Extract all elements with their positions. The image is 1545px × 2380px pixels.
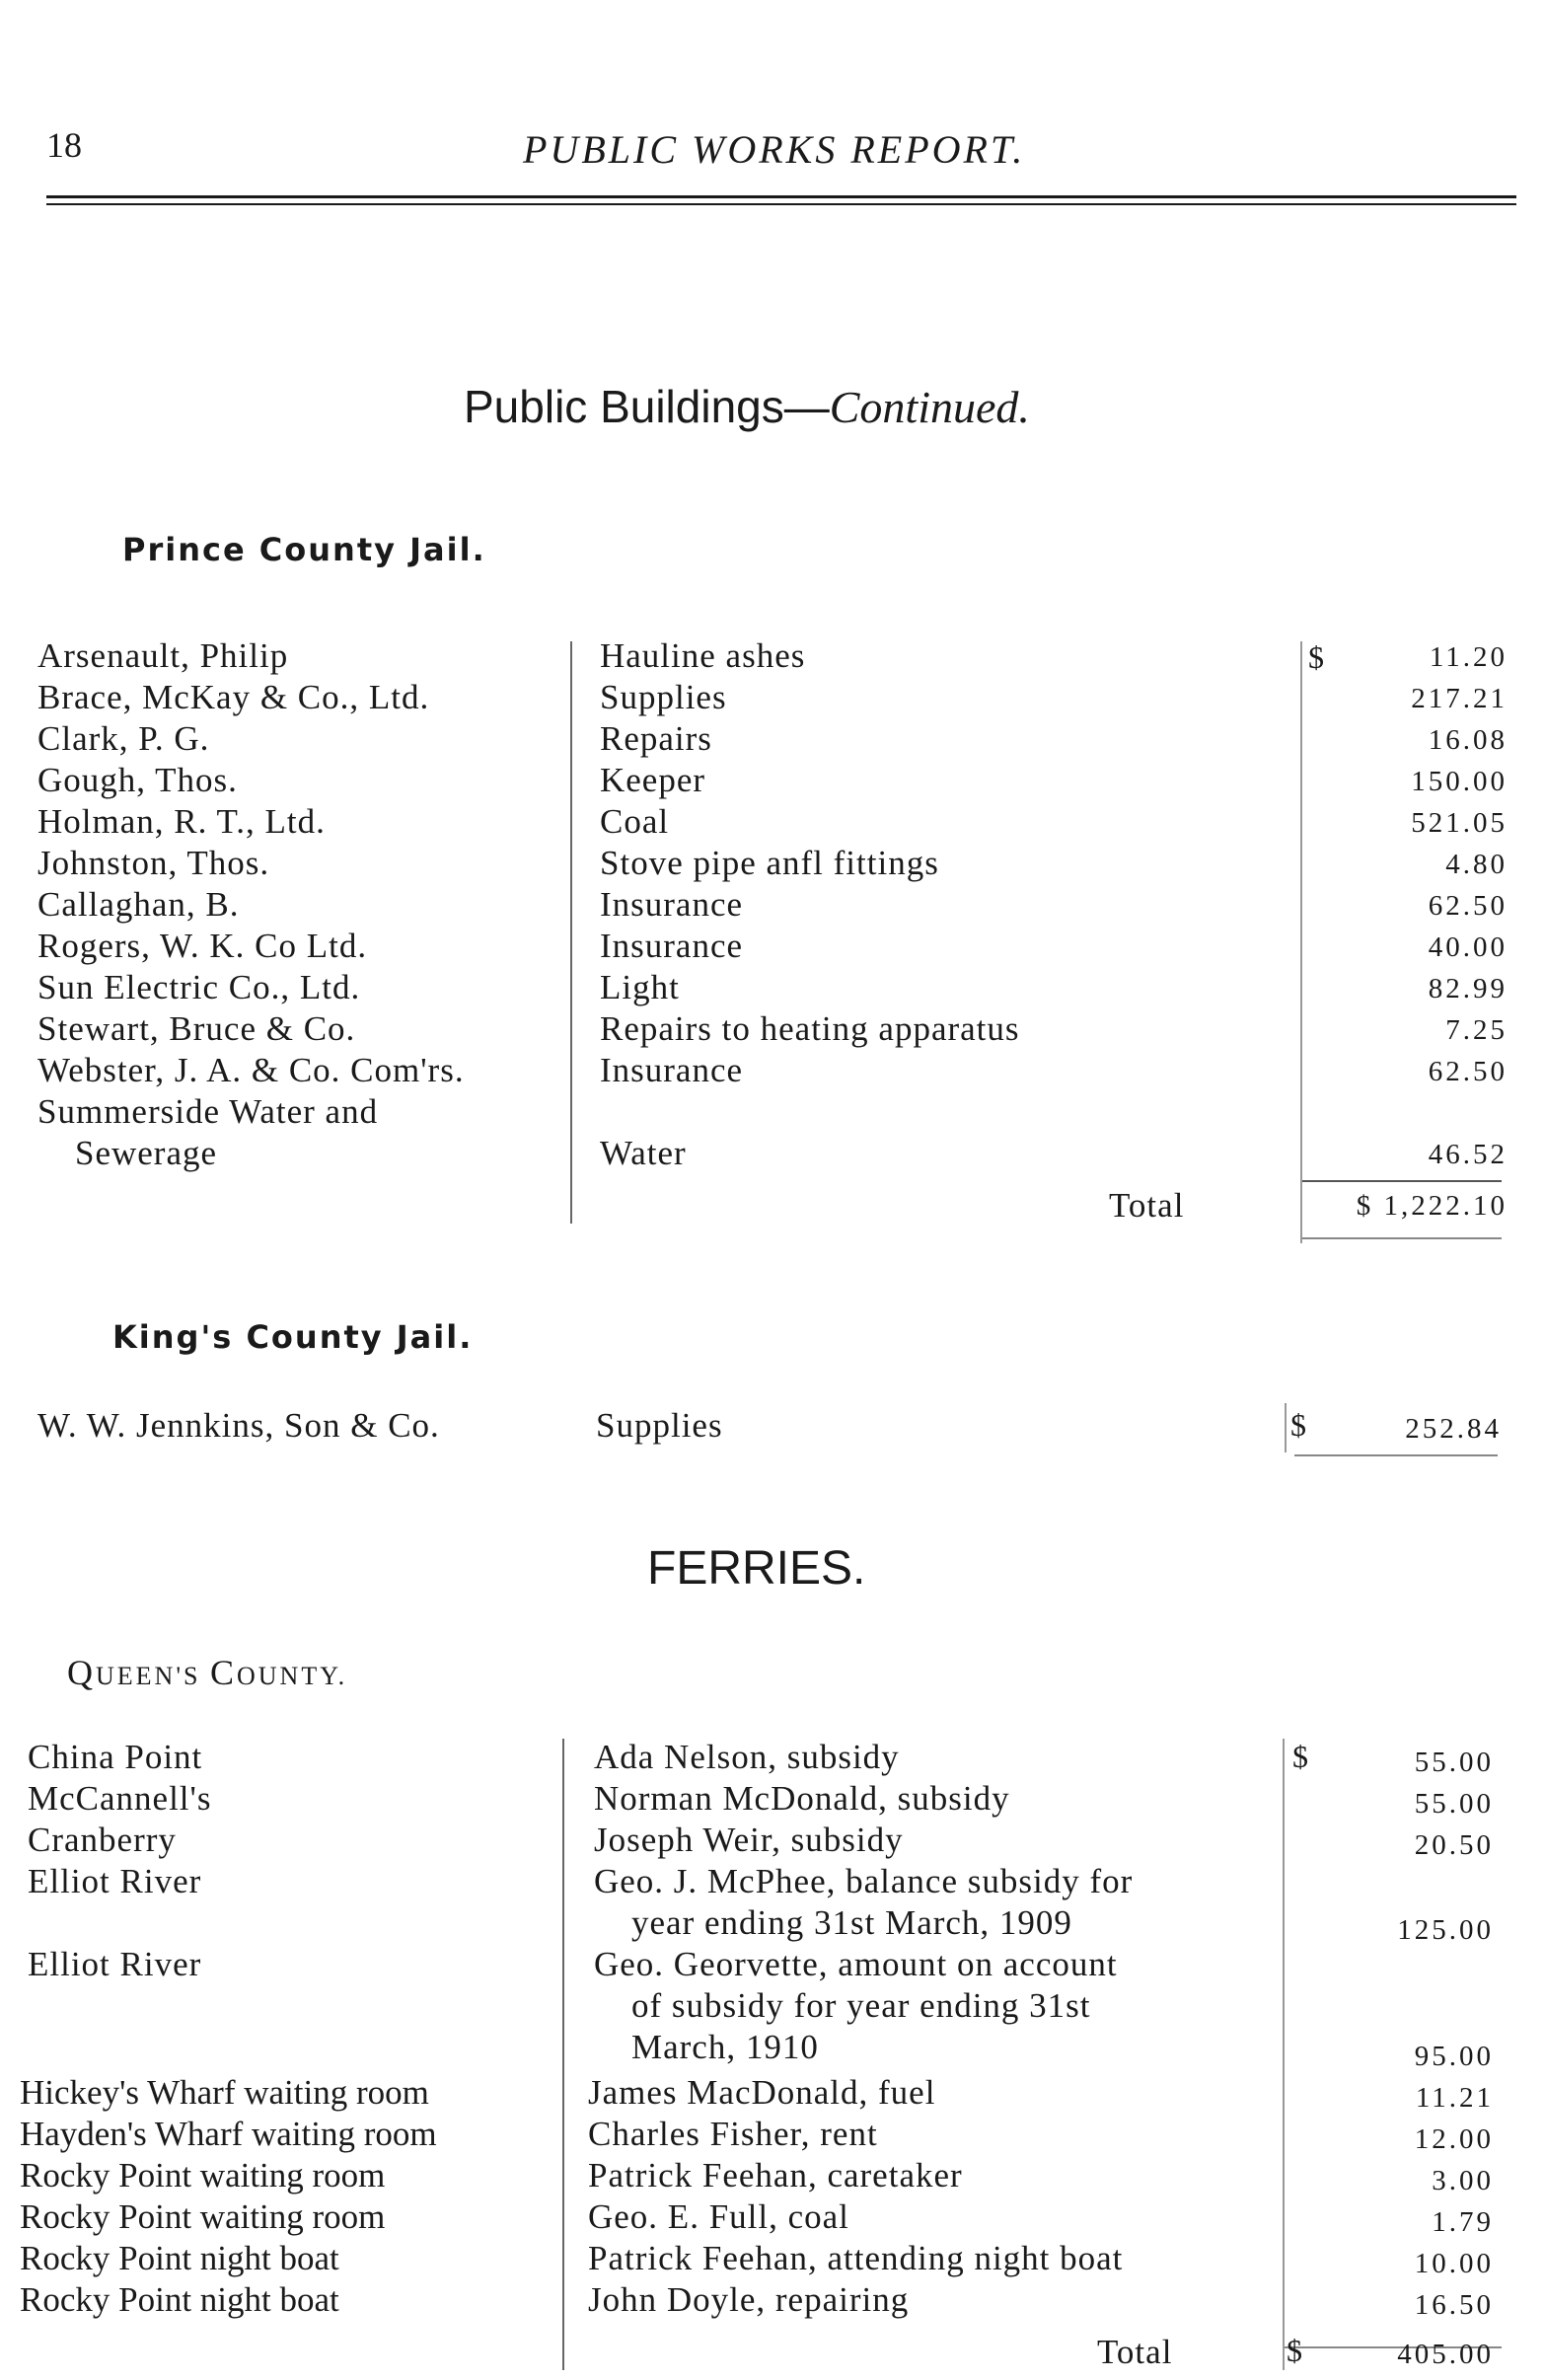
prince-county-heading: Prince County Jail. <box>122 531 486 568</box>
prince-row-name: Webster, J. A. & Co. Com'rs. <box>37 1051 465 1089</box>
ferries-divider-1 <box>562 1739 564 2370</box>
prince-row-name: Stewart, Bruce & Co. <box>37 1009 356 1048</box>
ferry-row2-amount: 3.00 <box>1432 2165 1494 2196</box>
prince-row-item: Hauline ashes <box>600 636 806 675</box>
ferry-row2-amount: 10.00 <box>1414 2248 1494 2279</box>
prince-last-item: Water <box>600 1134 687 1172</box>
prince-row-item: Stove pipe anfl fittings <box>600 844 939 882</box>
prince-total-label: Total <box>1109 1186 1185 1225</box>
ferry-row2-amount: 1.79 <box>1432 2206 1494 2238</box>
prince-row-item: Coal <box>600 802 670 841</box>
kings-dollar-sign: $ <box>1290 1407 1306 1443</box>
queens-county-heading <box>67 1652 347 1693</box>
prince-row-item: Light <box>600 968 680 1006</box>
ferry-row-item: Ada Nelson, subsidy <box>594 1738 900 1776</box>
elliot1-amount: 125.00 <box>1397 1914 1494 1946</box>
prince-total-amount: $ 1,222.10 <box>1356 1190 1508 1222</box>
elliot1-item-line1: Geo. J. McPhee, balance subsidy for <box>594 1862 1134 1900</box>
ferry-row2-place: Rocky Point waiting room <box>20 2197 386 2236</box>
queens-county-c: C <box>209 1653 237 1692</box>
kings-name: W. W. Jennkins, Son & Co. <box>37 1406 440 1445</box>
prince-last-name-line2: Sewerage <box>75 1134 218 1172</box>
prince-row-amount: 150.00 <box>1411 766 1508 797</box>
prince-row-amount: 217.21 <box>1411 683 1508 714</box>
elliot2-place: Elliot River <box>28 1945 202 1983</box>
ferry-row2-item: John Doyle, repairing <box>588 2280 910 2319</box>
prince-total-underline <box>1302 1237 1502 1239</box>
prince-divider-1 <box>570 641 572 1224</box>
prince-row-item: Insurance <box>600 927 744 965</box>
prince-total-rule <box>1302 1180 1502 1182</box>
ferries-total-label: Total <box>1097 2333 1173 2371</box>
elliot2-item-line3: March, 1910 <box>631 2028 819 2066</box>
ferry-row-amount: 20.50 <box>1414 1829 1494 1861</box>
ferry-row2-amount: 11.21 <box>1415 2082 1494 2114</box>
prince-last-name-line1: Summerside Water and <box>37 1092 379 1131</box>
section-title-suffix: Continued. <box>829 382 1030 432</box>
header-rule-top <box>46 195 1516 198</box>
elliot2-item-line2: of subsidy for year ending 31st <box>631 1986 1091 2025</box>
prince-row-name: Arsenault, Philip <box>37 636 289 675</box>
kings-divider <box>1285 1403 1287 1452</box>
queens-county-rest2: OUNTY. <box>236 1662 348 1690</box>
page-number: 18 <box>46 125 82 165</box>
elliot1-item-line2: year ending 31st March, 1909 <box>631 1903 1072 1942</box>
ferries-heading: FERRIES. <box>647 1542 866 1595</box>
ferry-row-item: Joseph Weir, subsidy <box>594 1821 904 1859</box>
prince-row-name: Sun Electric Co., Ltd. <box>37 968 361 1006</box>
ferry-row2-place: Rocky Point waiting room <box>20 2156 386 2194</box>
ferry-row-amount: 55.00 <box>1414 1747 1494 1778</box>
queens-county-rest1: UEEN'S <box>96 1662 210 1690</box>
ferry-row2-item: Patrick Feehan, caretaker <box>588 2156 963 2194</box>
ferry-row-place: McCannell's <box>28 1779 212 1818</box>
ferry-row2-item: Patrick Feehan, attending night boat <box>588 2239 1124 2277</box>
prince-row-name: Clark, P. G. <box>37 719 210 758</box>
prince-row-amount: 62.50 <box>1428 890 1508 922</box>
ferry-row-place: Cranberry <box>28 1821 177 1859</box>
ferry-row2-amount: 12.00 <box>1414 2123 1494 2155</box>
prince-row-item: Repairs <box>600 719 712 758</box>
prince-row-item: Supplies <box>600 678 727 716</box>
ferry-row2-item: Geo. E. Full, coal <box>588 2197 849 2236</box>
prince-row-amount: 62.50 <box>1428 1056 1508 1087</box>
prince-row-name: Gough, Thos. <box>37 761 238 799</box>
ferry-row-place: China Point <box>28 1738 203 1776</box>
elliot2-item-line1: Geo. Georvette, amount on account <box>594 1945 1118 1983</box>
prince-dollar-sign: $ <box>1308 639 1324 675</box>
ferry-row2-amount: 16.50 <box>1414 2289 1494 2321</box>
prince-row-amount: 11.20 <box>1429 641 1508 673</box>
kings-underline <box>1294 1454 1498 1456</box>
ferries-total-amount: 405.00 <box>1397 2339 1494 2370</box>
ferry-row2-place: Rocky Point night boat <box>20 2239 339 2277</box>
ferries-total-dollar: $ <box>1287 2333 1302 2368</box>
ferry-row-item: Norman McDonald, subsidy <box>594 1779 1010 1818</box>
prince-row-name: Johnston, Thos. <box>37 844 270 882</box>
prince-row-amount: 4.80 <box>1445 849 1508 880</box>
prince-row-item: Keeper <box>600 761 706 799</box>
prince-row-amount: 7.25 <box>1445 1014 1508 1046</box>
running-head: PUBLIC WORKS REPORT. <box>523 127 1026 172</box>
prince-row-amount: 40.00 <box>1428 931 1508 963</box>
prince-row-amount: 16.08 <box>1428 724 1508 756</box>
ferry-row2-place: Hickey's Wharf waiting room <box>20 2073 429 2112</box>
ferries-dollar-sign: $ <box>1292 1739 1308 1774</box>
prince-last-amount: 46.52 <box>1428 1139 1508 1170</box>
prince-row-item: Insurance <box>600 1051 744 1089</box>
kings-county-heading: King's County Jail. <box>112 1318 474 1356</box>
elliot1-place: Elliot River <box>28 1862 202 1900</box>
prince-row-item: Repairs to heating apparatus <box>600 1009 1020 1048</box>
prince-row-item: Insurance <box>600 885 744 924</box>
prince-row-amount: 82.99 <box>1428 973 1508 1004</box>
prince-row-name: Callaghan, B. <box>37 885 240 924</box>
ferry-row-amount: 55.00 <box>1414 1788 1494 1820</box>
ferry-row2-item: Charles Fisher, rent <box>588 2115 878 2153</box>
ferry-row2-place: Rocky Point night boat <box>20 2280 339 2319</box>
ferry-row2-item: James MacDonald, fuel <box>588 2073 936 2112</box>
elliot2-amount: 95.00 <box>1414 2041 1494 2072</box>
section-title <box>464 380 1030 433</box>
header-rule-bottom <box>46 203 1516 205</box>
prince-row-name: Holman, R. T., Ltd. <box>37 802 326 841</box>
prince-row-amount: 521.05 <box>1411 807 1508 839</box>
queens-county-q: Q <box>67 1653 96 1692</box>
ferry-row2-place: Hayden's Wharf waiting room <box>20 2115 437 2153</box>
section-title-main: Public Buildings— <box>464 381 830 432</box>
prince-row-name: Brace, McKay & Co., Ltd. <box>37 678 430 716</box>
kings-item: Supplies <box>596 1406 723 1445</box>
kings-amount: 252.84 <box>1405 1413 1502 1445</box>
prince-row-name: Rogers, W. K. Co Ltd. <box>37 927 368 965</box>
